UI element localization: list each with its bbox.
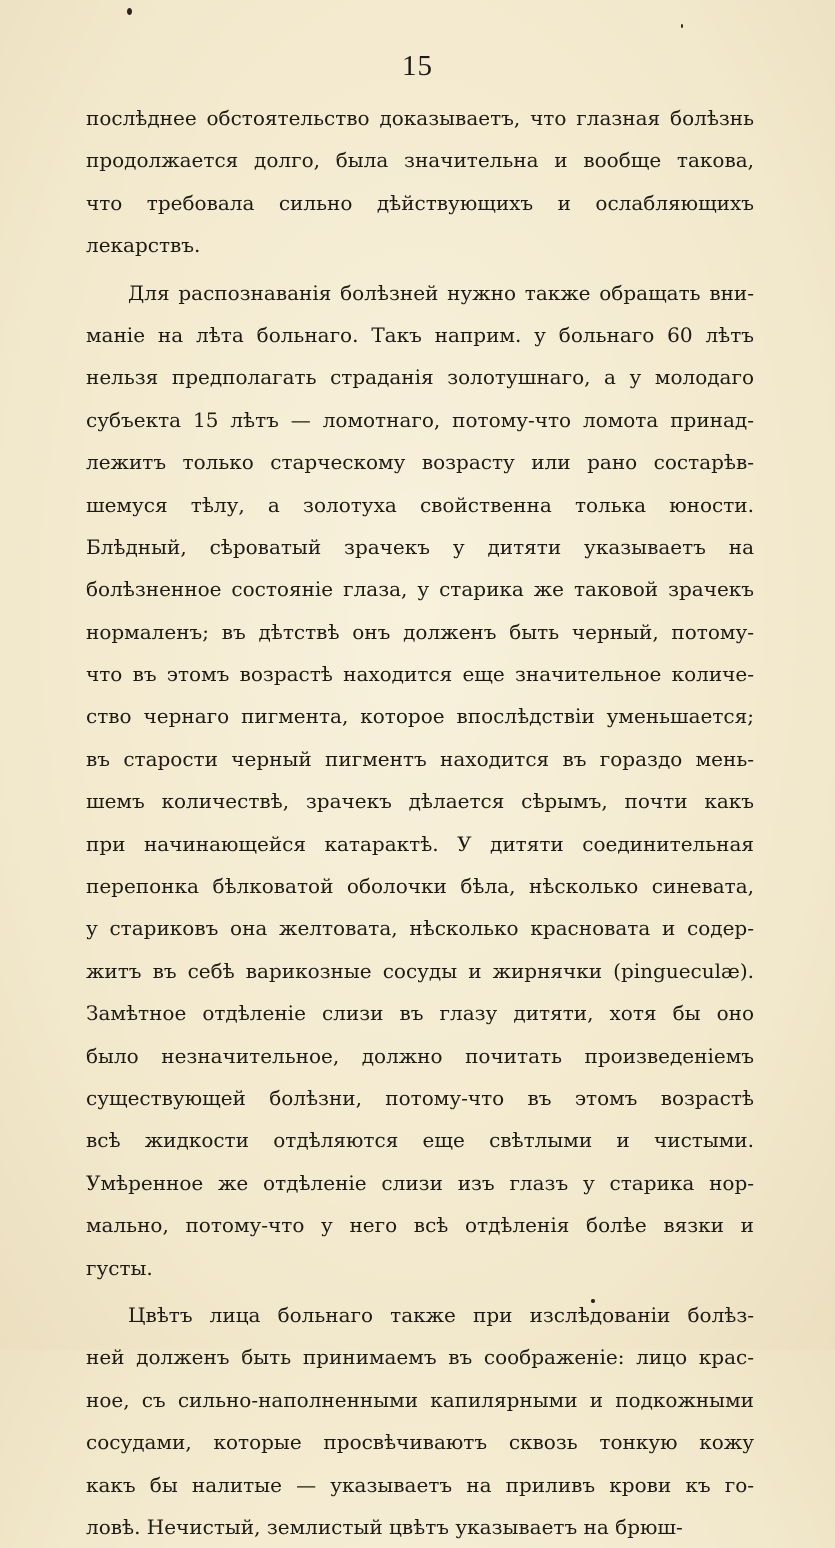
text-line: что требовала сильно дѣйствующихъ и ослабляющихъ [86,190,754,215]
text-line: Умѣренное же отдѣленіе слизи изъ глазъ у старика нор- [86,1170,754,1195]
text-line: послѣднее обстоятельство доказываетъ, что глазная болѣзнь [86,106,754,130]
text-line: ловѣ. Нечистый, землистый цвѣтъ указываетъ на брюш- [86,1514,683,1539]
paragraph [86,97,754,267]
text-line: лежитъ только старческому возрасту или рано состарѣв- [86,450,754,475]
text-line: маніе на лѣта больнаго. Такъ наприм. у больнаго 60 лѣтъ [86,322,754,347]
text-line: шемъ количествѣ, зрачекъ дѣлается сѣрымъ, почти какъ [86,789,754,814]
text-line: ство чернаго пигмента, которое впослѣдствіи уменьшается; [86,704,754,729]
text-line: болѣзненное состояніе глаза, у старика же таковой зрачекъ [86,577,754,602]
ink-speck [127,8,132,15]
text-line: Блѣдный, сѣроватый зрачекъ у дитяти указываетъ на [86,534,754,559]
text-line: всѣ жидкости отдѣляются еще свѣтлыми и чистыми. [86,1128,754,1153]
text-line: мально, потому-что у него всѣ отдѣленія болѣе вязки и [86,1213,754,1238]
text-line: какъ бы налитые — указываетъ на приливъ крови къ го- [86,1472,754,1497]
text-line: продолжается долго, была значительна и вообще такова, [86,148,754,173]
text-line: было незначительное, должно почитать произведеніемъ [86,1043,754,1068]
text-line: Цвѣтъ лица больнаго также при изслѣдованіи болѣз- [128,1302,754,1327]
page-body-text [86,97,754,1548]
text-line: въ старости черный пигментъ находится въ гораздо мень- [86,746,754,771]
text-line: Замѣтное отдѣленіе слизи въ глазу дитяти, хотя бы оно [86,1001,754,1026]
text-line: что въ этомъ возрастѣ находится еще значительное количе- [86,662,754,687]
paragraph [86,1294,754,1548]
text-line: существующей болѣзни, потому-что въ этомъ возрастѣ [86,1085,754,1110]
text-line: сосудами, которые просвѣчиваютъ сквозь тонкую кожу [86,1430,754,1455]
text-line: у стариковъ она желтовата, нѣсколько красновата и содер- [86,916,754,941]
text-line: густы. [86,1255,153,1280]
text-line: лекарствъ. [86,233,201,258]
text-line: житъ въ себѣ варикозные сосуды и жирнячки (pingueculæ). [86,958,754,983]
text-line: ней долженъ быть принимаемъ въ соображеніе: лицо крас- [86,1345,754,1370]
ink-speck [681,24,683,28]
text-line: при начинающейся катарактѣ. У дитяти соединительная [86,831,754,856]
text-line: ное, съ сильно-наполненными капилярными и подкожными [86,1387,754,1412]
text-line: нормаленъ; въ дѣтствѣ онъ долженъ быть черный, потому- [86,619,754,644]
text-line: перепонка бѣлковатой оболочки бѣла, нѣсколько синевата, [86,874,754,899]
page-number: 15 [402,50,433,82]
text-line: субъекта 15 лѣтъ — ломотнаго, потому-что ломота принад- [86,407,754,432]
text-line: Для распознаванія болѣзней нужно также обращать вни- [128,280,754,305]
paragraph [86,272,754,1289]
text-line: нельзя предполагать страданія золотушнаго, а у молодаго [86,365,754,390]
text-line: шемуся тѣлу, а золотуха свойственна толька юности. [86,492,754,517]
